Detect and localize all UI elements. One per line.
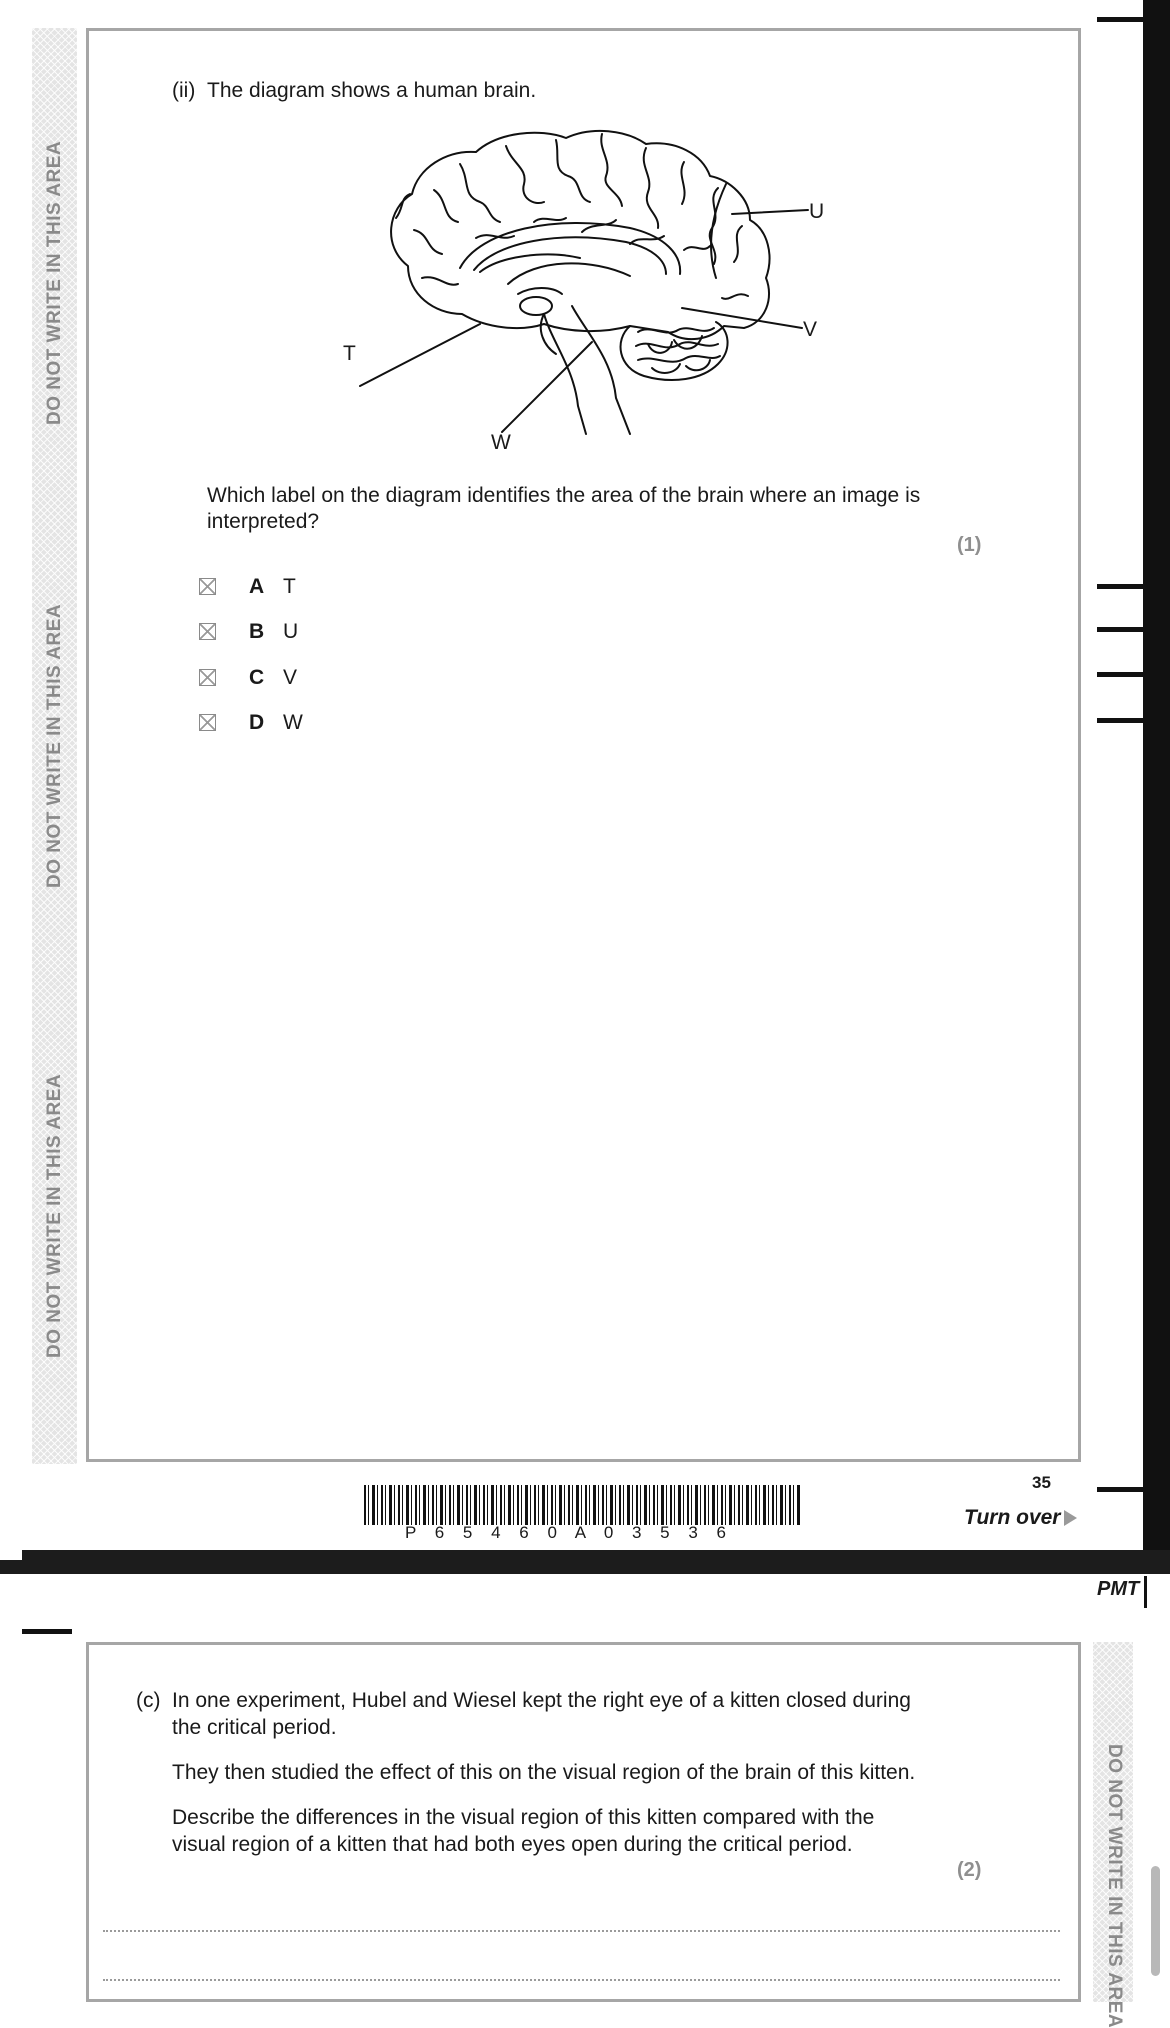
barcode-text: P 6 5 4 6 0 A 0 3 5 3 6 (405, 1523, 733, 1542)
marks-available-2: (2) (957, 1859, 982, 1881)
answer-checkbox-b[interactable] (199, 623, 216, 640)
answer-checkbox-a[interactable] (199, 578, 216, 595)
registration-mark (22, 1629, 72, 1634)
option-text-b: U (283, 620, 299, 643)
option-letter-a: A (249, 575, 265, 598)
registration-mark (1097, 584, 1147, 589)
diagram-label-t: T (343, 342, 356, 365)
question-text-c-line2: the critical period. (172, 1716, 337, 1739)
option-letter-d: D (249, 711, 265, 734)
diagram-label-w: W (491, 431, 511, 454)
diagram-label-v: V (803, 318, 818, 341)
question-text-c-line5: visual region of a kitten that had both eyes open during the critical period. (172, 1833, 853, 1856)
question-intro: The diagram shows a human brain. (207, 79, 537, 102)
diagram-label-u: U (809, 200, 825, 223)
option-letter-c: C (249, 666, 265, 689)
question-number: (ii) (172, 79, 196, 102)
margin-warning-4: DO NOT WRITE IN THIS AREA (1104, 1744, 1125, 2028)
page-left-edge (0, 0, 22, 1560)
turn-over-arrow-icon (1064, 1510, 1077, 1526)
registration-mark (1097, 1487, 1147, 1492)
header-tag: PMT (1097, 1578, 1140, 1600)
brain-diagram (330, 118, 850, 458)
question-text-c-line3: They then studied the effect of this on the visual region of the brain of this kitten. (172, 1761, 916, 1784)
registration-mark (1097, 672, 1147, 677)
question-number-2: (c) (136, 1689, 161, 1712)
answer-checkbox-d[interactable] (199, 714, 216, 731)
option-letter-b: B (249, 620, 265, 643)
page-number: 35 (1032, 1473, 1051, 1492)
registration-mark (1097, 17, 1147, 22)
barcode (364, 1485, 802, 1525)
option-text-c: V (283, 666, 298, 689)
option-text-a: T (283, 575, 296, 598)
page-divider (0, 1550, 1170, 1574)
option-text-d: W (283, 711, 303, 734)
question-text-c-line4: Describe the differences in the visual region of this kitten compared with the (172, 1806, 875, 1829)
question-text-line2: interpreted? (207, 510, 320, 533)
question-text-c-line1: In one experiment, Hubel and Wiesel kept the right eye of a kitten closed during (172, 1689, 911, 1712)
registration-mark (1097, 627, 1147, 632)
scrollbar-thumb[interactable] (1151, 1866, 1160, 1976)
turn-over-text: Turn over (964, 1506, 1061, 1529)
answer-line[interactable] (103, 1930, 1060, 1932)
margin-warning-3: DO NOT WRITE IN THIS AREA (44, 1073, 65, 1358)
margin-warning-2: DO NOT WRITE IN THIS AREA (44, 603, 65, 888)
margin-warning-1: DO NOT WRITE IN THIS AREA (44, 140, 65, 425)
page-edge-2 (1144, 1576, 1147, 1608)
page-edge (1143, 0, 1170, 1560)
answer-line[interactable] (103, 1979, 1060, 1981)
registration-mark (1097, 718, 1147, 723)
answer-checkbox-c[interactable] (199, 669, 216, 686)
marks-available: (1) (957, 534, 982, 556)
question-text-line1: Which label on the diagram identifies the area of the brain where an image is (207, 484, 921, 507)
